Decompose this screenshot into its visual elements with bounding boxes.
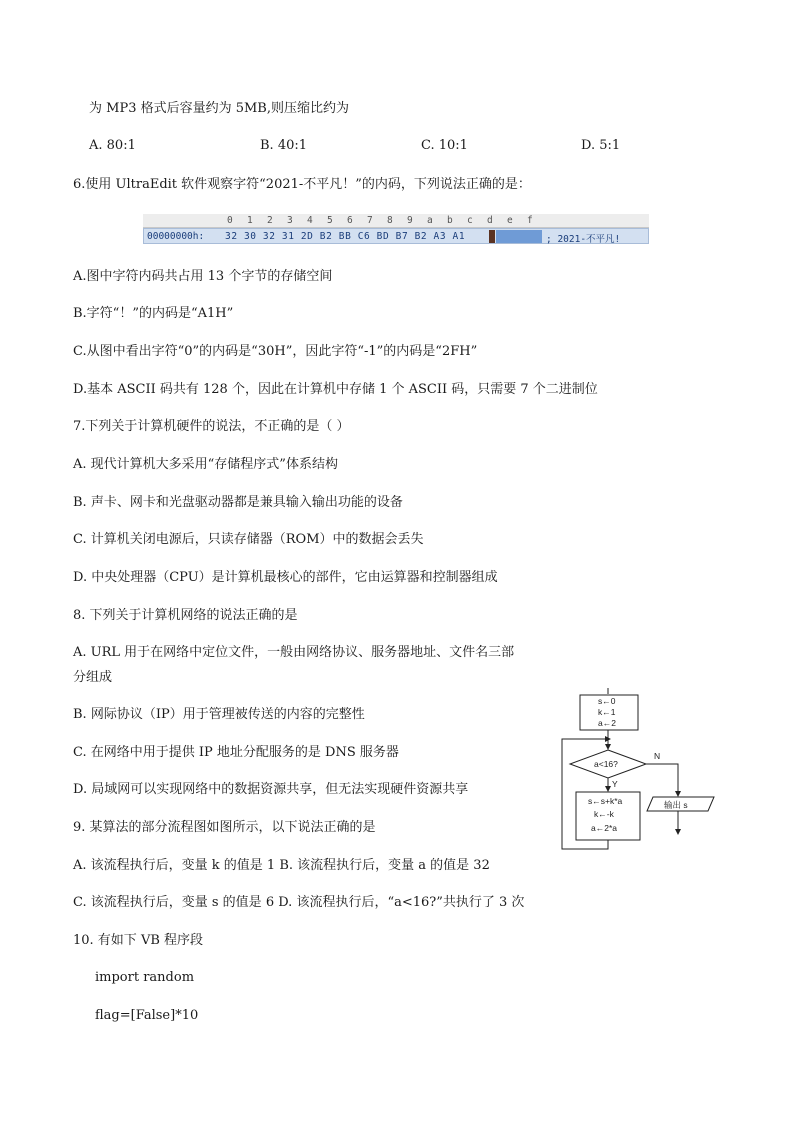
- hex-header: [143, 214, 649, 228]
- hex-col-label: 7: [367, 215, 373, 226]
- q9-options-line2: C. 该流程执行后，变量 s 的值是 6 D. 该流程执行后，“a<16?”共执行了 3 次: [73, 895, 525, 910]
- q8-option-b: B. 网际协议（IP）用于管理被传送的内容的完整性: [73, 707, 365, 722]
- hex-col-label: 6: [347, 215, 353, 226]
- q9-stem: 9. 某算法的部分流程图如图所示，以下说法正确的是: [73, 820, 376, 835]
- output-label: 输出 s: [664, 800, 688, 810]
- hex-col-label: 0: [227, 215, 233, 226]
- hex-col-label: a: [427, 215, 433, 226]
- q5-options: [89, 138, 649, 154]
- q7-option-a: A. 现代计算机大多采用“存储程序式”体系结构: [73, 457, 338, 472]
- hex-text-column: ; 2021-不平凡!: [546, 234, 621, 245]
- hex-col-label: b: [447, 215, 453, 226]
- q6-option-c: C.从图中看出字符“0”的内码是“30H”，因此字符“-1”的内码是“2FH”: [73, 344, 478, 359]
- hex-col-label: 1: [247, 215, 253, 226]
- q7-stem: 7.下列关于计算机硬件的说法，不正确的是（ ）: [73, 419, 350, 434]
- q5-option-b: B. 40:1: [260, 138, 308, 153]
- q8-stem: 8. 下列关于计算机网络的说法正确的是: [73, 608, 298, 623]
- hex-col-label: c: [467, 215, 473, 226]
- condition-label: a<16?: [594, 759, 618, 769]
- init-s: s←0: [598, 696, 616, 706]
- hex-col-label: 4: [307, 215, 313, 226]
- no-label: N: [654, 751, 661, 761]
- q8-option-d: D. 局域网可以实现网络中的数据资源共享，但无法实现硬件资源共享: [73, 782, 469, 797]
- flowchart-figure: [558, 688, 718, 853]
- body-k: k←-k: [594, 809, 614, 819]
- hex-col-label: 9: [407, 215, 413, 226]
- hex-col-label: 8: [387, 215, 393, 226]
- hex-col-label: e: [507, 215, 513, 226]
- text-cursor: [489, 230, 495, 243]
- hex-bytes: 32 30 32 31 2D B2 BB C6 BD B7 B2 A3 A1: [225, 231, 466, 242]
- code-line-2: flag=[False]*10: [95, 1008, 199, 1023]
- flowchart-lines: [558, 688, 718, 853]
- selection-highlight: [496, 230, 542, 243]
- q8-option-a-line1: A. URL 用于在网络中定位文件，一般由网络协议、服务器地址、文件名三部: [73, 645, 515, 660]
- q9-options-line1: A. 该流程执行后，变量 k 的值是 1 B. 该流程执行后，变量 a 的值是 32: [73, 858, 490, 873]
- hex-address: 00000000h:: [147, 231, 205, 242]
- init-k: k←1: [598, 707, 616, 717]
- q5-stem-tail: 为 MP3 格式后容量约为 5MB,则压缩比约为: [89, 101, 349, 116]
- body-s: s←s+k*a: [588, 796, 623, 806]
- init-a: a←2: [598, 718, 616, 728]
- q5-option-c: C. 10:1: [421, 138, 468, 153]
- hex-col-label: f: [527, 215, 533, 226]
- q6-stem: 6.使用 UltraEdit 软件观察字符“2021-不平凡！”的内码，下列说法正确的是：: [73, 177, 531, 192]
- hex-col-label: 3: [287, 215, 293, 226]
- hex-col-label: 5: [327, 215, 333, 226]
- q8-option-c: C. 在网络中用于提供 IP 地址分配服务的是 DNS 服务器: [73, 745, 399, 760]
- q7-option-b: B. 声卡、网卡和光盘驱动器都是兼具输入输出功能的设备: [73, 495, 403, 510]
- hex-viewer-image: [143, 214, 649, 245]
- q8-option-a-line2: 分组成: [73, 670, 113, 685]
- hex-data-row: [143, 228, 649, 244]
- q10-stem: 10. 有如下 VB 程序段: [73, 933, 204, 948]
- hex-col-label: 2: [267, 215, 273, 226]
- yes-label: Y: [612, 779, 618, 789]
- code-line-1: import random: [95, 970, 195, 985]
- hex-col-label: d: [487, 215, 493, 226]
- body-a: a←2*a: [591, 823, 617, 833]
- q6-option-b: B.字符“！”的内码是“A1H”: [73, 306, 234, 321]
- q6-option-d: D.基本 ASCII 码共有 128 个，因此在计算机中存储 1 个 ASCII 码，只需要 7 个二进制位: [73, 382, 598, 397]
- q7-option-c: C. 计算机关闭电源后，只读存储器（ROM）中的数据会丢失: [73, 532, 424, 547]
- q5-option-a: A. 80:1: [89, 138, 136, 153]
- q5-option-d: D. 5:1: [581, 138, 621, 153]
- q6-option-a: A.图中字符内码共占用 13 个字节的存储空间: [73, 269, 333, 284]
- q7-option-d: D. 中央处理器（CPU）是计算机最核心的部件，它由运算器和控制器组成: [73, 570, 498, 585]
